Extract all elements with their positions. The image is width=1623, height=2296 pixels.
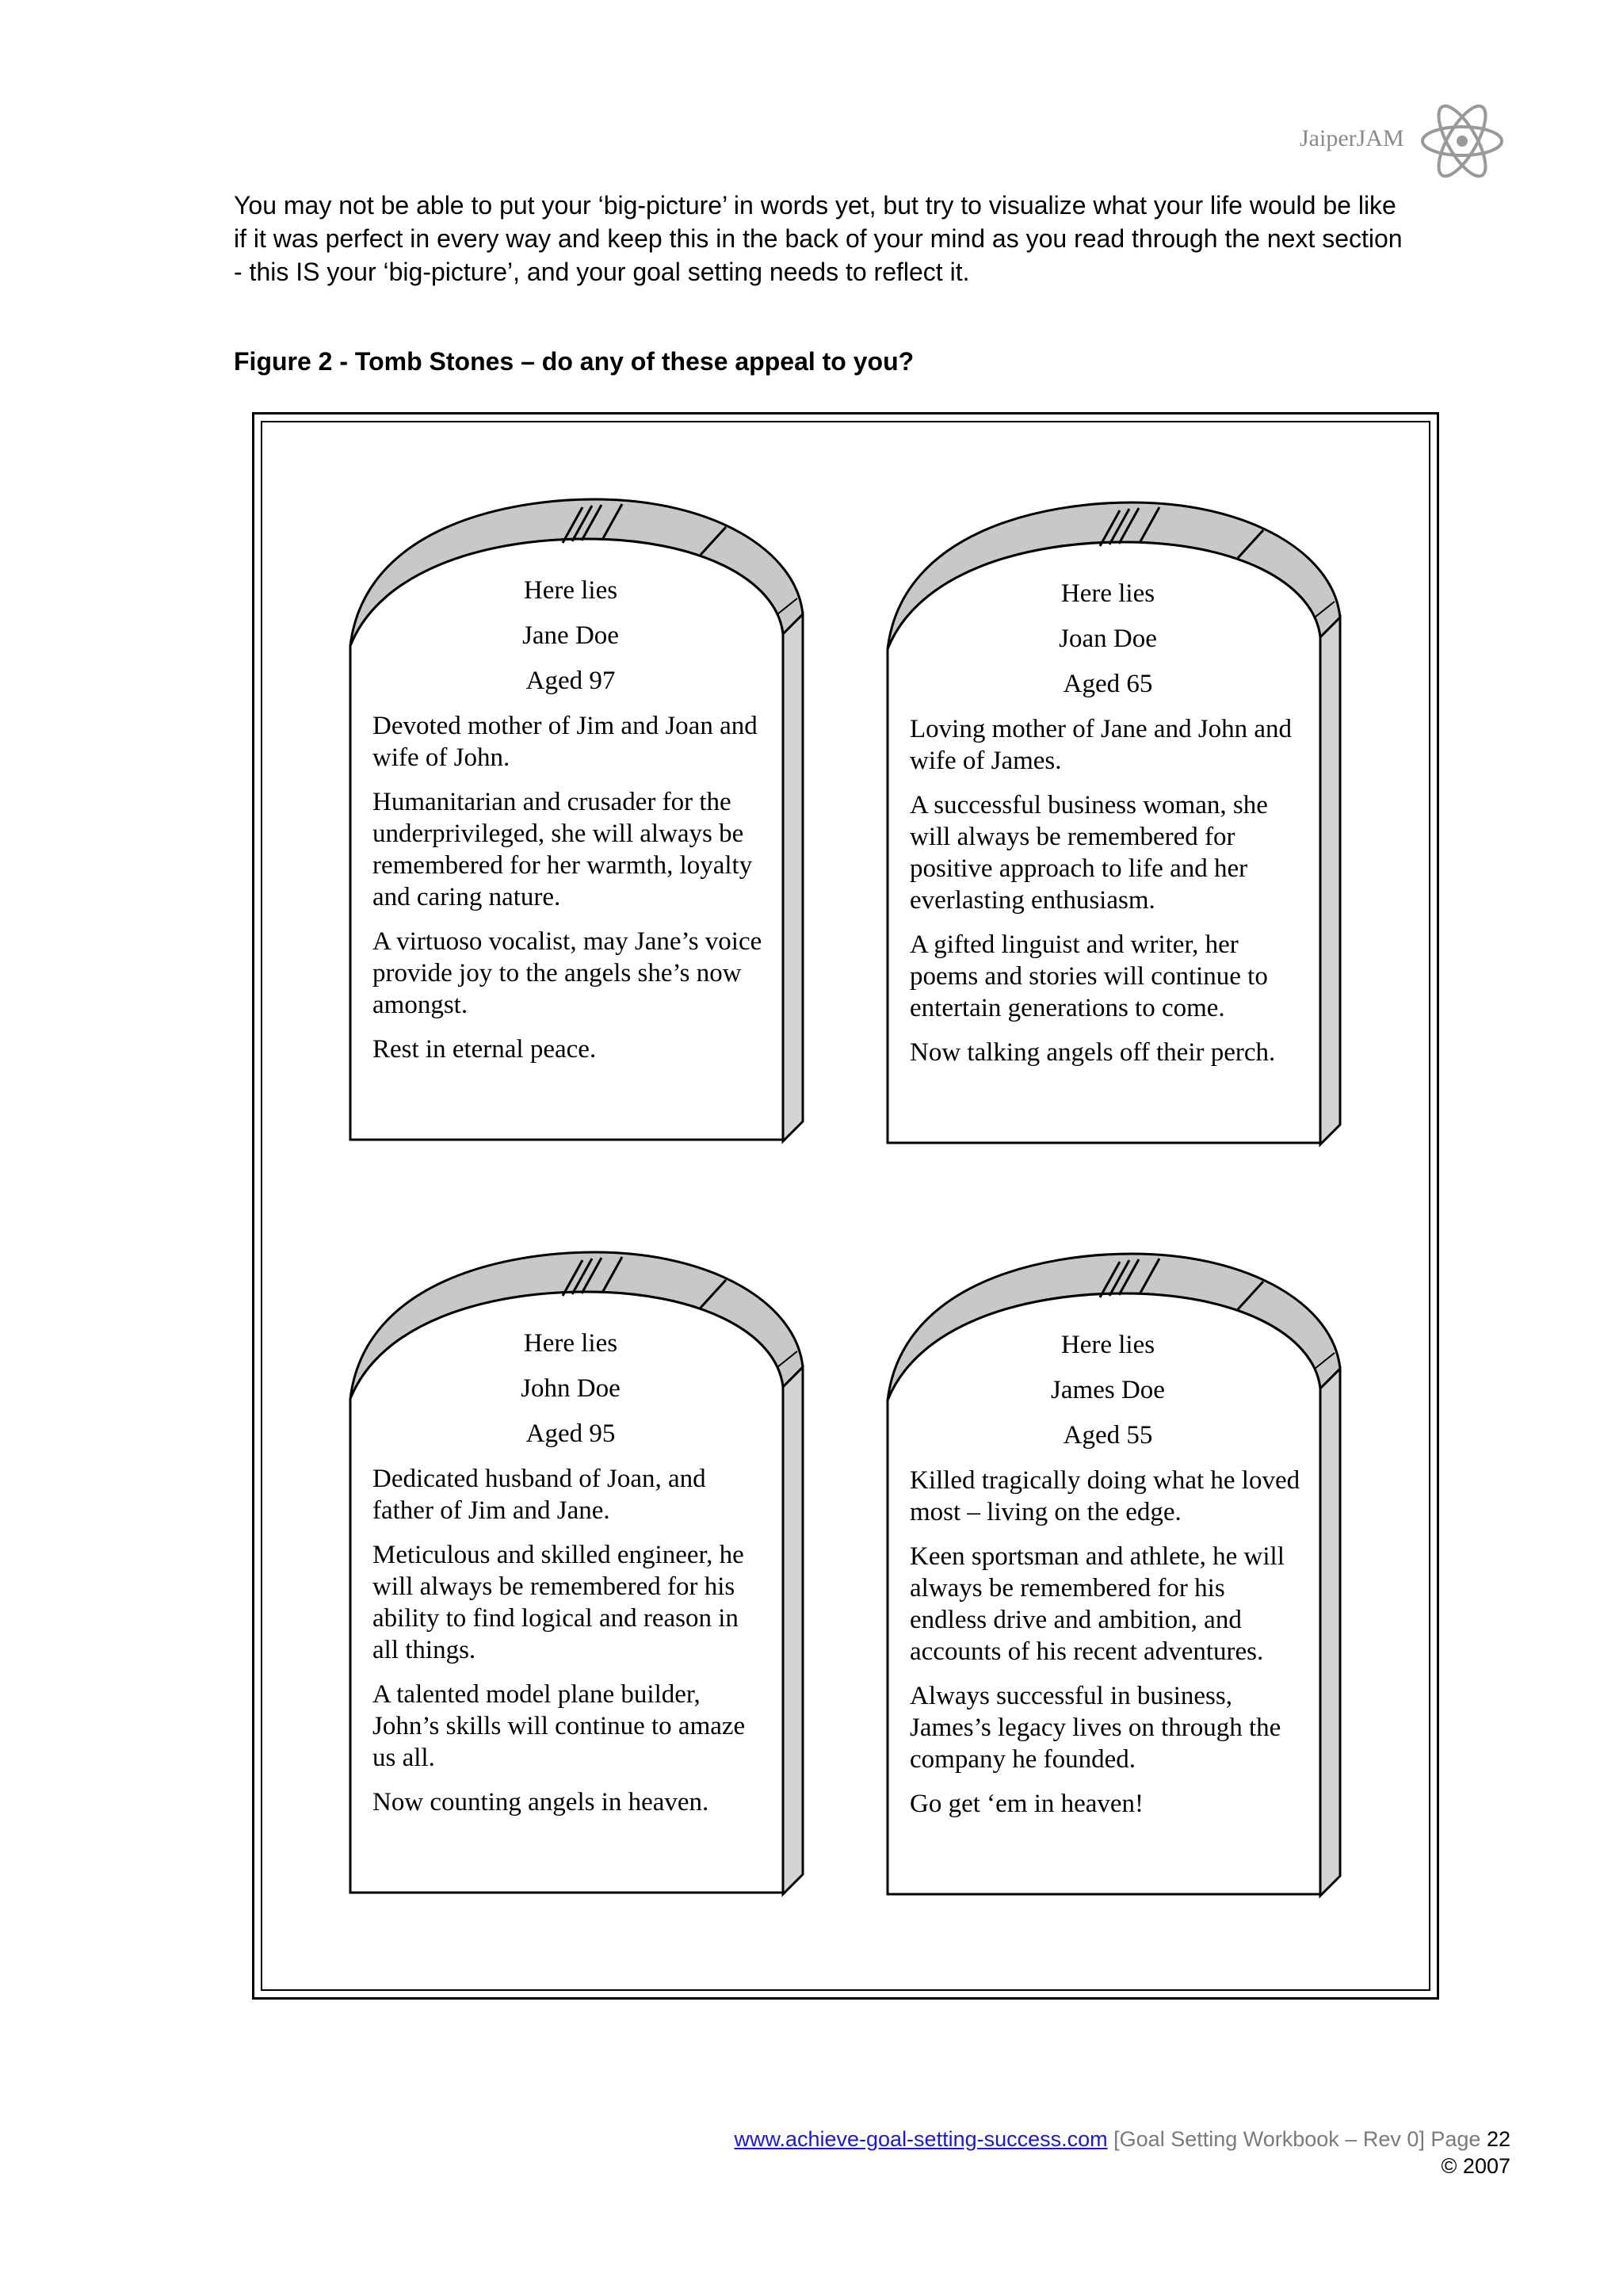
tombstone-text xyxy=(372,1328,769,1831)
tombstone-paragraph: Dedicated husband of Joan, and father of Jim and Jane. xyxy=(372,1465,706,1525)
atom-icon xyxy=(1419,101,1506,181)
tombstone-paragraph: Keen sportsman and athlete, he will always be remembered for his endless drive and ambition, and accounts of his recent adventures. xyxy=(910,1542,1285,1666)
logo-text: JaiperJAM xyxy=(1300,125,1404,151)
tombstone-james-doe xyxy=(886,1250,1377,1900)
figure-caption: Figure 2 - Tomb Stones – do any of these appeal to you? xyxy=(234,347,915,376)
tombstone-paragraph: A gifted linguist and writer, her poems and stories will continue to entertain generations to come. xyxy=(910,930,1268,1022)
tombstone-text xyxy=(910,578,1306,1081)
tombstone-john-doe xyxy=(349,1248,840,1898)
tombstone-jane-doe xyxy=(349,495,840,1145)
tombstone-paragraph: Meticulous and skilled engineer, he will always be remembered for his ability to find logical and reason in all things. xyxy=(372,1541,744,1664)
intro-line-2: if it was perfect in every way and keep this in the back of your mind as you read through the next section xyxy=(234,224,1403,253)
tombstone-paragraph: Go get ‘em in heaven! xyxy=(910,1790,1144,1818)
tombstone-name: James Doe xyxy=(1051,1376,1165,1404)
brand-logo xyxy=(1300,101,1514,189)
intro-line-1: You may not be able to put your ‘big-picture’ in words yet, but try to visualize what your life would be like xyxy=(234,191,1396,220)
tombstone-paragraph: Killed tragically doing what he loved most – living on the edge. xyxy=(910,1466,1300,1526)
footer-website-link[interactable]: www.achieve-goal-setting-success.com xyxy=(734,2127,1108,2151)
footer-copyright: © 2007 xyxy=(1441,2154,1510,2178)
tombstone-text xyxy=(910,1329,1306,1832)
footer-document-title: [Goal Setting Workbook – Rev 0] xyxy=(1113,2127,1425,2151)
page-footer xyxy=(734,2126,1510,2179)
tombstone-age: Aged 65 xyxy=(1063,670,1153,698)
footer-line-1 xyxy=(734,2126,1510,2153)
tombstone-paragraph: Always successful in business, James’s legacy lives on through the company he founded. xyxy=(910,1682,1281,1774)
tombstone-paragraph: A successful business woman, she will always be remembered for positive approach to life and her everlasting enthusiasm. xyxy=(910,791,1268,915)
tombstone-heading: Here lies xyxy=(523,1329,618,1358)
tombstone-name: Joan Doe xyxy=(1059,625,1157,653)
tombstone-paragraph: Now talking angels off their perch. xyxy=(910,1038,1276,1067)
footer-page-number: 22 xyxy=(1486,2127,1510,2151)
tombstone-paragraph: Humanitarian and crusader for the underprivileged, she will always be remembered for her warmth, loyalty and caring nature. xyxy=(372,788,753,911)
tombstone-paragraph: Loving mother of Jane and John and wife of James. xyxy=(910,715,1293,775)
footer-page-label: Page xyxy=(1430,2127,1481,2151)
tombstone-name: John Doe xyxy=(521,1374,621,1403)
tombstone-text xyxy=(372,575,769,1078)
tombstone-joan-doe xyxy=(886,499,1377,1148)
intro-paragraph xyxy=(234,189,1533,288)
tombstone-heading: Here lies xyxy=(1060,579,1155,608)
tombstone-age: Aged 95 xyxy=(525,1419,616,1448)
tombstone-paragraph: Rest in eternal peace. xyxy=(372,1035,597,1064)
tombstone-age: Aged 55 xyxy=(1063,1421,1153,1450)
tombstone-paragraph: A talented model plane builder, John’s skills will continue to amaze us all. xyxy=(372,1680,746,1772)
tombstone-name: Jane Doe xyxy=(522,621,619,650)
tombstone-heading: Here lies xyxy=(1060,1331,1155,1359)
tombstone-heading: Here lies xyxy=(523,576,618,605)
tombstone-paragraph: A virtuoso vocalist, may Jane’s voice provide joy to the angels she’s now amongst. xyxy=(372,927,762,1019)
tombstone-paragraph: Devoted mother of Jim and Joan and wife of John. xyxy=(372,712,758,772)
tombstone-paragraph: Now counting angels in heaven. xyxy=(372,1788,709,1817)
intro-line-3: - this IS your ‘big-picture’, and your goal setting needs to reflect it. xyxy=(234,258,970,286)
tombstone-age: Aged 97 xyxy=(525,667,616,695)
